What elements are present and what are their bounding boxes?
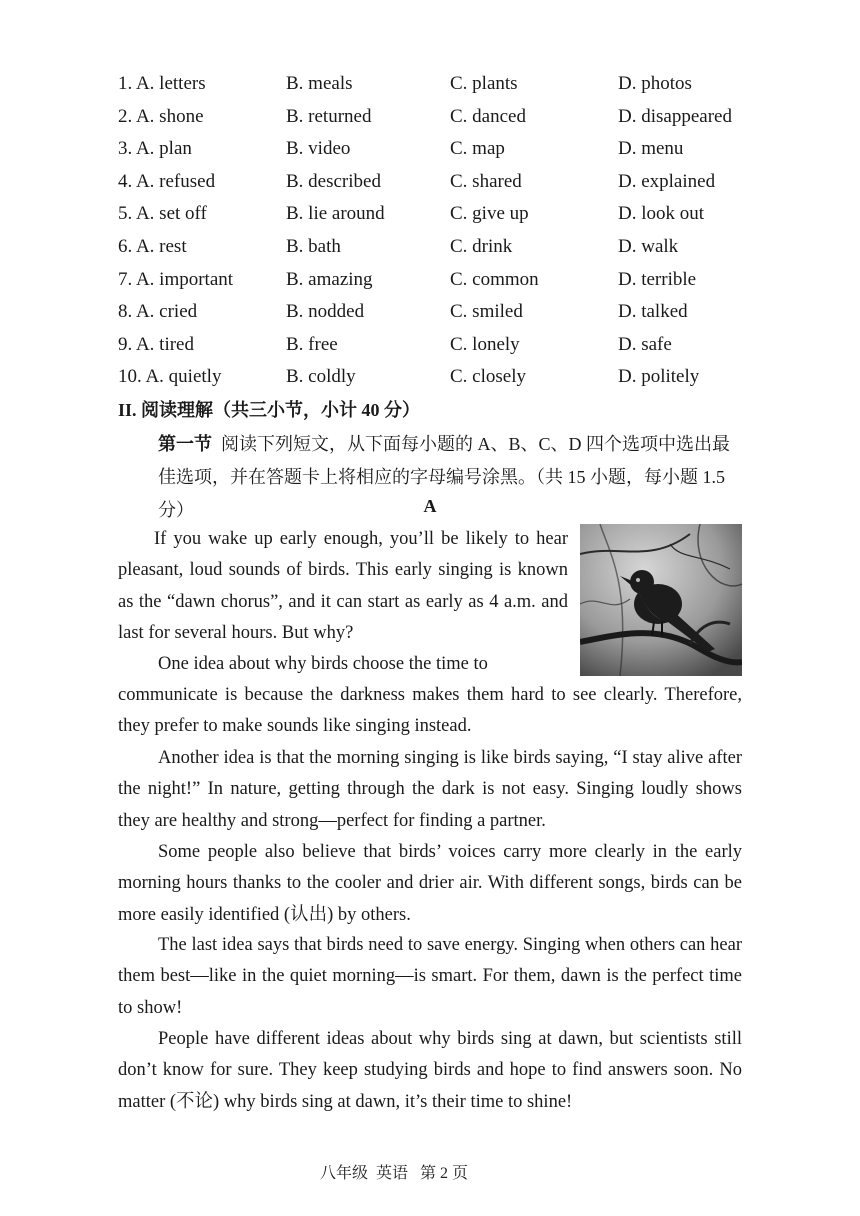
option-row-9 bbox=[118, 329, 758, 362]
option-d: D. disappeared bbox=[618, 105, 732, 127]
option-a: 6. A. rest bbox=[118, 235, 187, 257]
option-a: 2. A. shone bbox=[118, 105, 204, 127]
passage-paragraph-1: If you wake up early enough, you’ll be likely to hear pleasant, loud sounds of birds. This early singing is known as the “dawn chorus”, and it can start as early as 4 a.m. and last for several hours. But why? bbox=[118, 529, 568, 644]
option-c: C. lonely bbox=[450, 333, 520, 355]
footer-page: 第 2 页 bbox=[420, 1165, 469, 1182]
passage-paragraph-3: Another idea is that the morning singing is like birds saying, “I stay alive after the night!” In nature, getting through the dark is not easy. Singing loudly shows they are healthy and strong—perfect for finding a partner. bbox=[118, 748, 742, 831]
option-b: B. described bbox=[286, 170, 381, 192]
section-heading: II. 阅读理解（共三小节，小计 40 分） bbox=[118, 400, 421, 420]
bird-photo bbox=[580, 524, 742, 676]
option-b: B. coldly bbox=[286, 366, 356, 388]
option-a: 5. A. set off bbox=[118, 203, 207, 225]
option-a: 7. A. important bbox=[118, 268, 234, 290]
option-row-5 bbox=[118, 198, 758, 231]
page-footer bbox=[320, 1160, 468, 1183]
answer-options-table bbox=[118, 68, 758, 394]
option-row-1 bbox=[118, 68, 758, 101]
option-c: C. map bbox=[450, 138, 505, 160]
option-d: D. talked bbox=[618, 301, 688, 323]
option-b: B. bath bbox=[286, 235, 341, 257]
option-row-2 bbox=[118, 101, 758, 134]
option-a: 3. A. plan bbox=[118, 138, 192, 160]
option-a: 1. A. letters bbox=[118, 73, 206, 94]
option-row-8 bbox=[118, 296, 758, 329]
option-b: B. lie around bbox=[286, 203, 385, 225]
option-d: D. walk bbox=[618, 235, 679, 257]
passage-paragraph-2-rest: communicate is because the darkness makes them hard to see clearly. Therefore, they prefer to make sounds like singing instead. bbox=[118, 685, 742, 737]
option-d: D. terrible bbox=[618, 268, 697, 290]
option-c: C. danced bbox=[450, 105, 526, 127]
option-d: D. photos bbox=[618, 73, 692, 94]
option-c: C. closely bbox=[450, 366, 526, 388]
option-c: C. common bbox=[450, 268, 539, 290]
option-b: B. free bbox=[286, 333, 338, 355]
passage-paragraph-2-start: One idea about why birds choose the time to bbox=[158, 654, 488, 674]
option-row-3 bbox=[118, 133, 758, 166]
instruction-text: 阅读下列短文，从下面每小题的 A、B、C、D 四个选项中选出最佳选项，并在答题卡上将相应的字母编号涂黑。（共 15 小题，每小题 1.5 分） bbox=[158, 434, 731, 520]
footer-grade: 八年级 bbox=[320, 1165, 369, 1182]
option-c: C. plants bbox=[450, 73, 518, 94]
option-c: C. give up bbox=[450, 203, 529, 225]
option-c: C. drink bbox=[450, 235, 513, 257]
footer-subject: 英语 bbox=[376, 1165, 409, 1182]
option-d: D. menu bbox=[618, 138, 684, 160]
bird-on-branch-icon bbox=[580, 524, 742, 676]
passage-paragraph-4: Some people also believe that birds’ voices carry more clearly in the early morning hours thanks to the cooler and drier air. With different songs, birds can be more easily identified (认出) by others. bbox=[118, 842, 742, 925]
option-d: D. explained bbox=[618, 170, 716, 192]
option-b: B. amazing bbox=[286, 268, 373, 290]
option-d: D. look out bbox=[618, 203, 705, 225]
option-a: 9. A. tired bbox=[118, 333, 194, 355]
option-a: 8. A. cried bbox=[118, 301, 198, 323]
option-row-4 bbox=[118, 166, 758, 199]
option-a: 4. A. refused bbox=[118, 170, 216, 192]
passage-letter: A bbox=[423, 496, 437, 516]
option-d: D. safe bbox=[618, 333, 672, 355]
option-b: B. nodded bbox=[286, 301, 365, 323]
passage-paragraph-5: The last idea says that birds need to save energy. Singing when others can hear them best—like in the quiet morning—is smart. For them, dawn is the perfect time to show! bbox=[118, 935, 742, 1018]
option-c: C. smiled bbox=[450, 301, 523, 323]
option-b: B. video bbox=[286, 138, 351, 160]
option-d: D. politely bbox=[618, 366, 700, 388]
option-b: B. meals bbox=[286, 73, 353, 94]
part-label: 第一节 bbox=[158, 434, 212, 454]
option-row-6 bbox=[118, 231, 758, 264]
option-row-10 bbox=[118, 361, 758, 394]
option-row-7 bbox=[118, 264, 758, 297]
option-c: C. shared bbox=[450, 170, 522, 192]
option-a: 10. A. quietly bbox=[118, 366, 222, 388]
option-b: B. returned bbox=[286, 105, 372, 127]
passage-paragraph-6: People have different ideas about why birds sing at dawn, but scientists still don’t know for sure. They keep studying birds and hope to find answers soon. No matter (不论) why birds sing at dawn, it’s their time to shine! bbox=[118, 1029, 742, 1112]
